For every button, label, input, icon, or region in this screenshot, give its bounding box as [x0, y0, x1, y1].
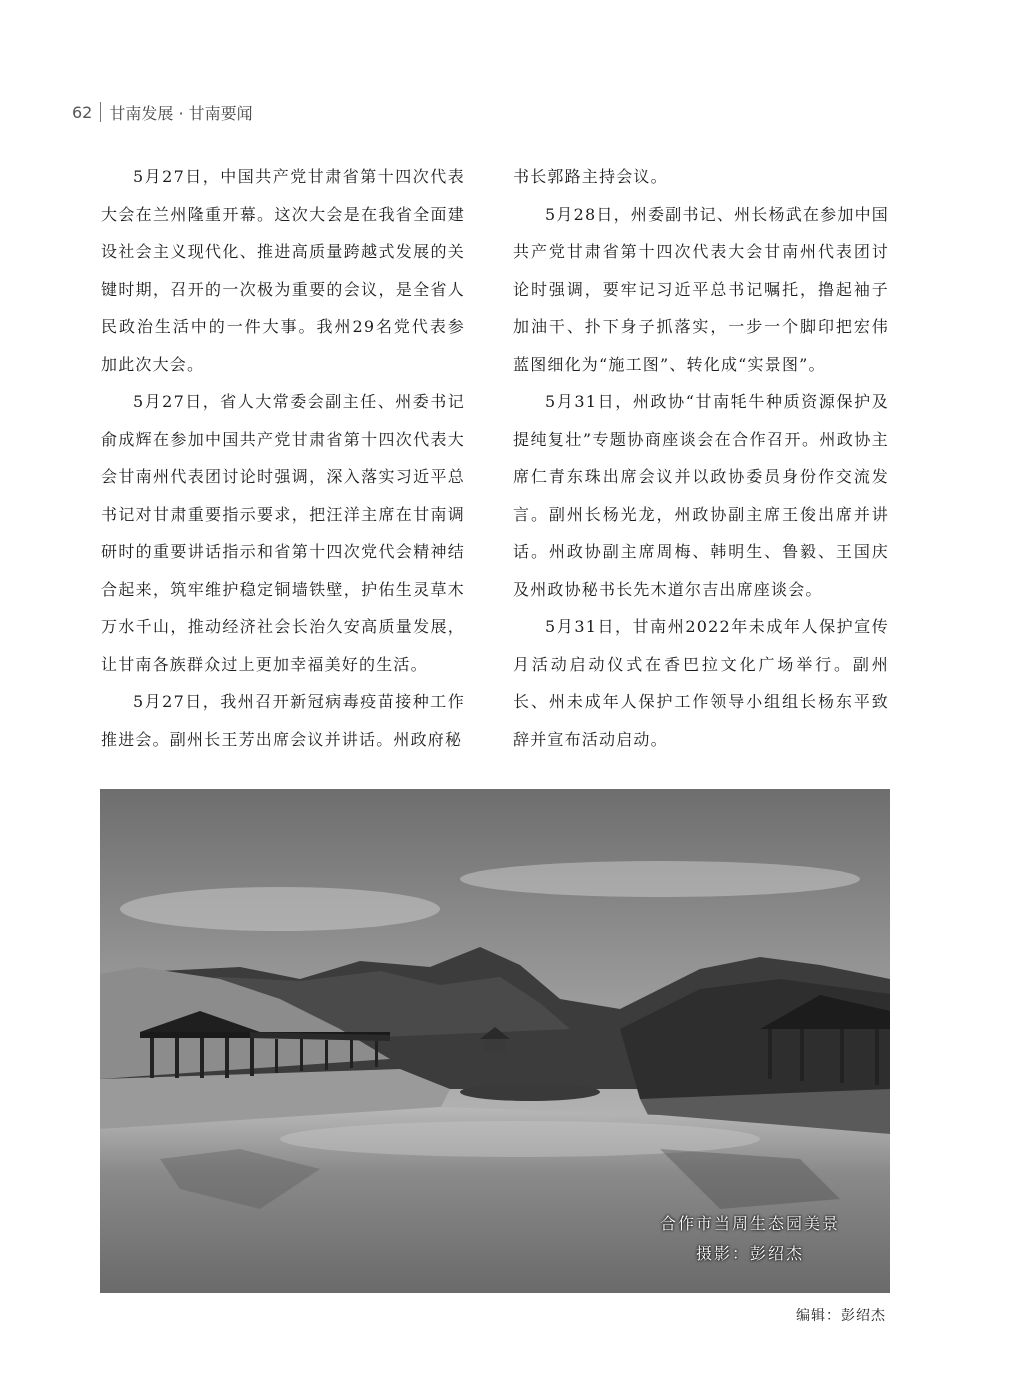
left-column: [101, 158, 465, 758]
editor-credit: 编辑：彭绍杰: [796, 1308, 886, 1324]
news-paragraph-continuation: 书长郭路主持会议。: [513, 167, 668, 186]
news-paragraph: 5月27日，省人大常委会副主任、州委书记俞成辉在参加中国共产党甘肃省第十四次代表大会甘南州代表团讨论时强调，深入落实习近平总书记对甘肃重要指示要求，把汪洋主席在甘南调研时的重要讲话指示和省第十四次党代会精神结合起来，筑牢维护稳定铜墙铁壁，护佑生灵草木万水千山，推动经济社会长治久安高质量发展，让甘南各族群众过上更加幸福美好的生活。: [101, 392, 465, 674]
header-divider: [100, 102, 101, 122]
landscape-photo: [100, 789, 890, 1293]
section-title: 甘南发展 · 甘南要闻: [109, 103, 253, 123]
right-column: [513, 158, 889, 758]
news-paragraph: 5月27日，中国共产党甘肃省第十四次代表大会在兰州隆重开幕。这次大会是在我省全面建设社会主义现代化、推进高质量跨越式发展的关键时期，召开的一次极为重要的会议，是全省人民政治生活中的一件大事。我州29名党代表参加此次大会。: [101, 167, 465, 374]
photo-caption: [660, 1209, 840, 1269]
news-paragraph: 5月28日，州委副书记、州长杨武在参加中国共产党甘肃省第十四次代表大会甘南州代表团讨论时强调，要牢记习近平总书记嘱托，撸起袖子加油干、扑下身子抓落实，一步一个脚印把宏伟蓝图细化为“施工图”、转化成“实景图”。: [513, 204, 889, 374]
news-paragraph: 5月31日，州政协“甘南牦牛种质资源保护及提纯复壮”专题协商座谈会在合作召开。州政协主席仁青东珠出席会议并以政协委员身份作交流发言。副州长杨光龙，州政协副主席王俊出席并讲话。州政协副主席周梅、韩明生、鲁毅、王国庆及州政协秘书长先木道尔吉出席座谈会。: [513, 392, 889, 599]
news-paragraph: 5月27日，我州召开新冠病毒疫苗接种工作推进会。副州长王芳出席会议并讲话。州政府秘: [101, 692, 465, 749]
caption-title: 合作市当周生态园美景: [659, 1214, 840, 1233]
caption-credit: 摄影：彭绍杰: [695, 1244, 804, 1263]
news-paragraph: 5月31日，甘南州2022年未成年人保护宣传月活动启动仪式在香巴拉文化广场举行。副州长、州未成年人保护工作领导小组组长杨东平致辞并宣布活动启动。: [513, 617, 889, 749]
running-header: [72, 100, 253, 124]
page-number: 62: [72, 102, 93, 122]
